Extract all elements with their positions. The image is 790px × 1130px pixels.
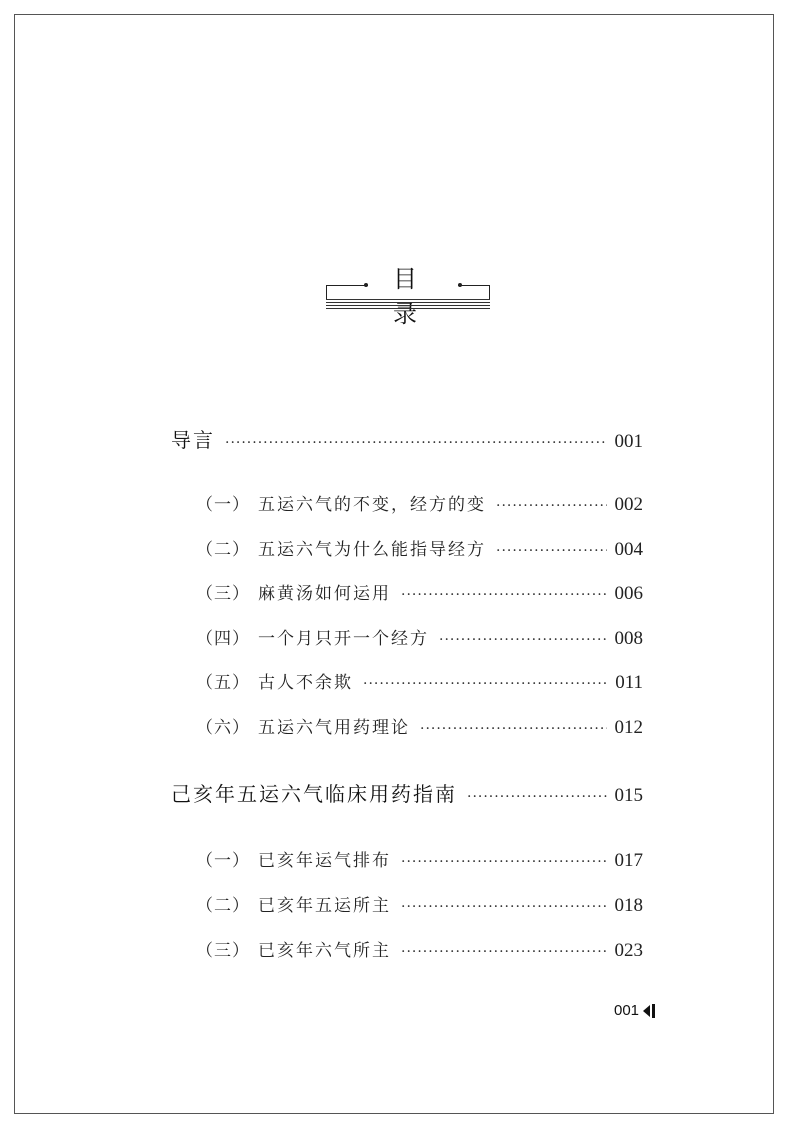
toc-entry-page: 018 — [614, 895, 643, 916]
heading-tick-left — [326, 285, 327, 299]
heading-ornament-right — [458, 285, 490, 286]
toc-leader-dots — [401, 587, 607, 603]
toc-leader-dots — [401, 854, 607, 870]
toc-entry-title: 己亥年五运六气临床用药指南 — [171, 782, 457, 806]
toc-leader-dots — [439, 632, 607, 648]
toc-leader-dots — [496, 543, 607, 559]
toc-entry-number: （六） — [196, 718, 250, 738]
toc-chapter[interactable] — [171, 424, 643, 453]
toc-entry-page: 008 — [614, 628, 643, 649]
toc-section[interactable] — [196, 668, 643, 694]
heading-ornament-left — [326, 285, 368, 286]
toc-entry-title: 一个月只开一个经方 — [258, 629, 429, 649]
toc-entry-number: （三） — [196, 941, 250, 961]
toc-entry-title: 已亥年五运所主 — [258, 896, 391, 916]
toc-entry-title: 已亥年六气所主 — [258, 941, 391, 961]
toc-section[interactable] — [196, 936, 643, 962]
folio-number: 001 — [614, 1002, 640, 1019]
page-folio — [614, 1002, 655, 1019]
toc-entry-page: 001 — [614, 431, 643, 452]
page-title: 目 录 — [393, 265, 431, 328]
toc-entry-title: 五运六气的不变，经方的变 — [258, 495, 486, 515]
toc-entry-number: （五） — [196, 673, 250, 693]
toc-leader-dots — [467, 789, 607, 805]
toc-entry-number: （四） — [196, 629, 250, 649]
toc-chapter[interactable] — [171, 778, 643, 807]
heading-dot-left — [364, 283, 368, 287]
toc-entry-page: 004 — [614, 539, 643, 560]
toc-entry-title: 古人不余欺 — [258, 673, 353, 693]
toc-entry-title: 五运六气用药理论 — [258, 718, 410, 738]
toc-entry-page: 011 — [615, 672, 643, 693]
toc-entry-title: 五运六气为什么能指导经方 — [258, 540, 486, 560]
toc-entry-number: （一） — [196, 851, 250, 871]
heading-rules — [326, 299, 490, 311]
page-marker-icon — [643, 1004, 655, 1018]
toc-entry-page: 012 — [614, 717, 643, 738]
toc-entry-page: 015 — [614, 785, 643, 806]
toc-entry-page: 006 — [614, 583, 643, 604]
toc-entry-number: （二） — [196, 896, 250, 916]
toc-entry-number: （一） — [196, 495, 250, 515]
toc-section[interactable] — [196, 579, 643, 605]
toc-entry-number: （三） — [196, 584, 250, 604]
toc-section[interactable] — [196, 624, 643, 650]
heading-tick-right — [489, 285, 490, 299]
toc-leader-dots — [363, 676, 607, 692]
toc-section[interactable] — [196, 535, 643, 561]
toc-section[interactable] — [196, 846, 643, 872]
toc-section[interactable] — [196, 490, 643, 516]
toc-leader-dots — [401, 899, 607, 915]
toc-entry-title: 导言 — [171, 428, 215, 452]
toc-entry-title: 已亥年运气排布 — [258, 851, 391, 871]
toc-entry-page: 023 — [614, 940, 643, 961]
toc-leader-dots — [420, 721, 607, 737]
toc-entry-title: 麻黄汤如何运用 — [258, 584, 391, 604]
toc-heading — [326, 255, 490, 328]
toc-entry-number: （二） — [196, 540, 250, 560]
toc-leader-dots — [401, 944, 607, 960]
toc-leader-dots — [496, 498, 607, 514]
toc-entry-page: 002 — [614, 494, 643, 515]
toc-leader-dots — [225, 435, 607, 451]
toc-entry-page: 017 — [614, 850, 643, 871]
toc-section[interactable] — [196, 891, 643, 917]
toc-section[interactable] — [196, 713, 643, 739]
